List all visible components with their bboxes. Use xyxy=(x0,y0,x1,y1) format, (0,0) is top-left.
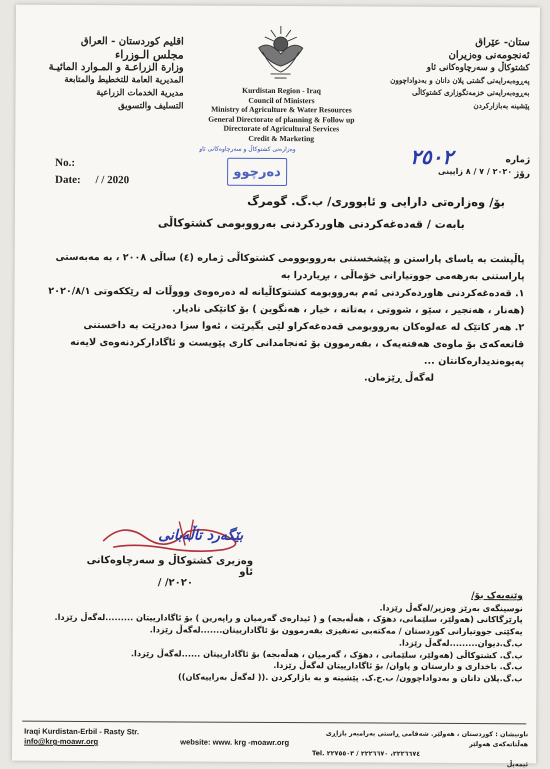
cc-item: ب.گ. کشتوکاڵی (هەولێر، سلێمانی ، دهۆک ، گەرمیان ، هەڵەبجە) بۆ ئاگادارییتان ......لەگەڵ رێزدا. xyxy=(130,647,523,660)
meta-right xyxy=(410,144,531,188)
ku-date-label: رۆژ xyxy=(514,169,531,180)
date-value: / / 2020 xyxy=(95,174,130,187)
body-closing: لەگەڵ ڕێزمان. xyxy=(364,372,435,384)
cc-item: ب.گ.دیوان.........لەگەڵ رێزدا. xyxy=(398,637,523,649)
stamp-box: دەرچوو xyxy=(227,158,287,186)
header-arabic-line: التسليف والتسويق xyxy=(118,101,184,112)
body-paragraph: پاڵپشت بە یاسای پاراستن و پێشخستنی بەرووبوومی کشتوکاڵی ژمارە (٤) ساڵی ٢٠٠٨ ، بە مەبەستی پاراستنی بەرهەمی جووتیارانی خۆماڵی ، بڕیاردرا بە xyxy=(55,251,525,283)
header-arabic-line: اقليم كوردستان - العراق xyxy=(80,35,184,48)
footer-right xyxy=(312,728,528,769)
kurdistan-emblem-icon xyxy=(241,22,321,84)
header-arabic-line: مجلس الـوزراء xyxy=(115,48,184,62)
footer-left xyxy=(24,727,184,748)
header-kurdish-line: ئەنجومەنی وەزیران xyxy=(448,49,530,61)
cc-item: نوسینگەی بەرێز وەزیر/لەگەڵ رێزدا. xyxy=(379,602,523,613)
footer-phone: Tel. ٢٢٢٦٦٧٤، ٢٢٢٦٦٧٠ / ٢٢٧٥٥٠٣ xyxy=(312,749,421,758)
cc-block xyxy=(52,589,522,685)
outgoing-stamp xyxy=(193,145,296,191)
cc-item: یەکێتی جووتیارانی کوردستان / مەکتەبی تەنفیزی بفەرموون بۆ ئاگادارییتان.......لەگەڵ رێزدا. xyxy=(149,624,523,637)
signatory-name: بێگەرد تاڵەبانی xyxy=(158,527,244,544)
cc-item: پارێزگاکانی (هەولێر، سلێمانی، دهۆک ، هەڵەبجە) و ( ئیداره‌ی گەرمیان و راپەرین ) بۆ ئاگادارییتان .........لەگەڵ رێزدا. xyxy=(54,612,523,625)
header-kurdish-line: پێشینە بەبازارکردن xyxy=(473,100,530,111)
subject-line: بابەت / قەدەغەکردنی هاوردکردنی بەرووبومی کشتوکاڵی xyxy=(157,216,465,231)
cc-heading: وێنەیەک بۆ/ xyxy=(471,591,523,602)
header-english-block xyxy=(193,86,369,144)
header-arabic-line: وزارة الزراعـة و المـوارد المائيـة xyxy=(48,61,184,74)
footer-email: info@krg-moawr.org xyxy=(24,736,99,747)
header-kurdish-line: پەڕوەبەرایەتی گشتی پلان دانان و بەدواداچوون xyxy=(390,75,530,86)
date-label: Date: xyxy=(55,173,81,186)
header-arabic-line: المديرية العامة للتخطيط والمتابعة xyxy=(64,74,184,86)
signature-date: ٢٠٢٠/ / xyxy=(157,577,193,589)
header-kurdish-line: کشتوکاڵ و سەرچاوەکانی ئاو xyxy=(426,62,530,74)
stamp-small-text: وەزارەتی کشتوکاڵ و سەرچاوەکانی ئاو xyxy=(199,145,296,154)
header-arabic-line: مديرية الخدمات الزراعية xyxy=(96,88,184,99)
no-label: No.: xyxy=(55,156,76,169)
header-english-line: Ministry of Agriculture & Water Resources xyxy=(211,104,352,115)
ku-no-label: ژمارە xyxy=(505,155,531,166)
ku-date-value: ٢٠٢٠ / ٧ / ٨ زایینی xyxy=(438,166,513,177)
header-english-line: Credit & Marketing xyxy=(248,133,315,144)
header-kurdish-line: بەڕوەبەرایەتی خزمەتگوزاری کشتوکاڵی xyxy=(411,88,530,98)
footer-address-ku: ناونیشان : كوردستان ، هەولێر. شەقامی ڕاستی بەرامبەر بازاڕی هەڵتاتەکەی هەولێر xyxy=(325,729,529,749)
footer-website: website: www. krg -moawr.org xyxy=(180,737,290,748)
header-english-line: Directorate of Agricultural Services xyxy=(223,124,340,134)
header-english-line: Kurdistan Region - Iraq xyxy=(242,85,321,96)
cc-item: ب.گ.پلان دانان و بەدواداچوون/ ب.خ.ک. پێشینە و بە بازارکردن .(( لەگەڵ بەراییەکان)) xyxy=(177,671,523,684)
letter-body xyxy=(40,249,525,388)
addressee-line: بۆ/ وەزارەتی دارایی و ئابووری/ ب.گ. گومرگ xyxy=(247,193,505,210)
header-kurdish-block xyxy=(377,37,529,113)
handwritten-number: ٢٥٠٢ xyxy=(410,144,454,169)
document-page xyxy=(12,5,540,769)
footer-address-en: Iraqi Kurdistan-Erbil - Rasty Str. xyxy=(24,726,139,737)
header-arabic-block xyxy=(33,35,183,114)
body-item-1: ١. قەدەغەکردنی هاوردەکردنی ئەم بەرووبومە کشتوکاڵیانە لە دەرەوەی وووڵات لە رێککەوتی ٢٠٢٠/٨/١ (هەنار ، هەنجیر ، سێو ، شووتی ، بەتاتە ، خیار ، هەنگوین ) بۆ کاتێکی نادیار. xyxy=(48,285,525,317)
cc-item: ب.گ. باخداری و دارستان و پاوان/ بۆ ئاگادارییتان لەگەڵ رێزدا. xyxy=(273,660,523,672)
header-english-line: Council of Ministers xyxy=(248,95,315,105)
header-kurdish-line: ستان- عێراق xyxy=(475,37,530,49)
header-english-line: General Directorate of planning & Follow up xyxy=(208,114,355,125)
meta-left xyxy=(55,155,129,189)
footer-divider xyxy=(22,721,526,725)
signatory-title: وەزیری کشتوکاڵ و سەرچاوەکانی ئاو xyxy=(86,555,254,578)
footer-email-ku: ئیمەیڵ xyxy=(506,760,529,769)
body-item-2: ٢. هەر کاتێک لە عەلوەکان بەرووبومی قەدەغەکراو لێی بگیرێت ، ئەوا سزا دەدرێت بە داخستنی قاتعەکەی بۆ ماوەی هەفتەیەک ، بفەرموون بۆ ئەنجامدانی کاری پێویست و ئاگادارکردنەوەی لایەنە پەیوەندیدارەکانتان ... xyxy=(70,319,525,368)
